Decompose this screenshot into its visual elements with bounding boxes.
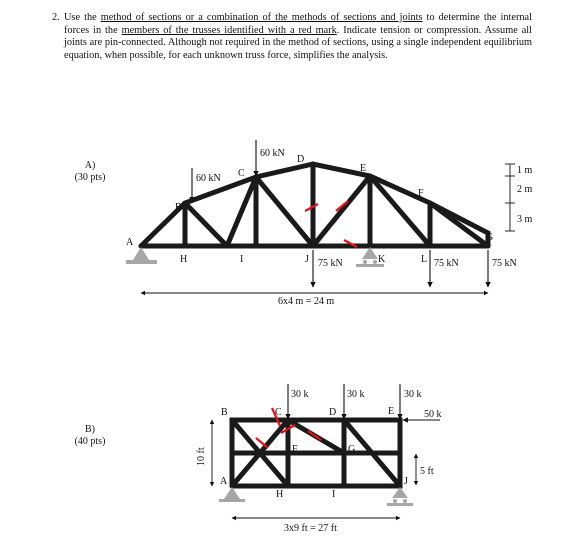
ground-a-left xyxy=(126,260,157,264)
node-b-c: C xyxy=(275,407,282,418)
truss-b xyxy=(232,420,400,486)
span-a-label: 6x4 m = 24 m xyxy=(278,296,335,307)
node-a-b: B xyxy=(175,202,182,213)
load-label-a-60-1: 60 kN xyxy=(196,173,221,184)
roller-support-k xyxy=(362,247,378,259)
underlined-method: method of sections or a combination of the methods of sections and joints xyxy=(100,12,423,23)
problem-text-b: to determine the internal forces in the xyxy=(64,12,532,36)
ground-b-right xyxy=(387,503,413,506)
problem-text-a: Use the xyxy=(64,12,101,23)
node-a-g: G xyxy=(486,232,494,243)
height-b-label: 10 ft xyxy=(196,447,207,466)
problem-number: 2. xyxy=(52,12,60,23)
node-a-i: I xyxy=(240,254,244,265)
node-a-l: L xyxy=(421,254,428,265)
part-a-label: A) xyxy=(84,160,96,171)
dim-a-label-1m: 1 m xyxy=(517,165,533,176)
node-a-a: A xyxy=(126,237,134,248)
problem-text-c: . Indicate tension or compression. Assume all joints are pin-connected. Although not required in the method of sections, using a single independent equilibrium equation, when possible, for each unknown truss force, simplifies the analysis. xyxy=(64,24,533,61)
load-label-a-60-2: 60 kN xyxy=(260,148,285,159)
load-label-b-30-1: 30 k xyxy=(291,389,309,400)
part-a-points: (30 pts) xyxy=(74,172,106,183)
span-b-label: 3x9 ft = 27 ft xyxy=(284,523,337,534)
node-a-f: F xyxy=(418,188,424,199)
truss-a-supports xyxy=(126,247,384,267)
truss-b-supports xyxy=(219,487,413,506)
load-label-a-75-1: 75 kN xyxy=(318,258,343,269)
node-b-g: G xyxy=(348,444,356,455)
node-b-e: E xyxy=(388,406,395,417)
truss-a-web xyxy=(185,164,488,246)
load-label-a-75-2: 75 kN xyxy=(434,258,459,269)
dim-a-label-3m: 3 m xyxy=(517,214,533,225)
pin-support-a xyxy=(133,247,149,260)
side-b-label: 5 ft xyxy=(420,466,434,477)
node-b-j: J xyxy=(404,476,408,487)
node-a-k: K xyxy=(378,254,386,265)
load-label-b-30-3: 30 k xyxy=(404,389,422,400)
roller-k-1 xyxy=(363,260,367,264)
node-a-h: H xyxy=(180,254,188,265)
node-a-j: J xyxy=(305,254,309,265)
load-label-a-75-3: 75 kN xyxy=(492,258,517,269)
node-b-f: F xyxy=(292,444,298,455)
node-b-b: B xyxy=(221,407,228,418)
roller-k-2 xyxy=(373,260,377,264)
part-b-points: (40 pts) xyxy=(74,436,106,447)
node-a-c: C xyxy=(238,168,245,179)
load-label-b-30-2: 30 k xyxy=(347,389,365,400)
ground-b-left xyxy=(219,499,245,502)
node-b-a: A xyxy=(220,476,228,487)
node-b-h: H xyxy=(276,489,284,500)
load-label-b-50: 50 k xyxy=(424,409,442,420)
node-b-d: D xyxy=(329,407,337,418)
node-a-e: E xyxy=(360,163,367,174)
roller-support-b xyxy=(392,487,408,498)
roller-b-2 xyxy=(403,499,407,503)
pin-support-b xyxy=(224,487,240,499)
dim-a-label-2m: 2 m xyxy=(517,184,533,195)
underlined-members: members of the trusses identified with a red mark xyxy=(121,24,337,36)
roller-b-1 xyxy=(393,499,397,503)
part-b-label: B) xyxy=(85,424,95,435)
node-a-d: D xyxy=(297,154,305,165)
node-b-i: I xyxy=(332,489,336,500)
